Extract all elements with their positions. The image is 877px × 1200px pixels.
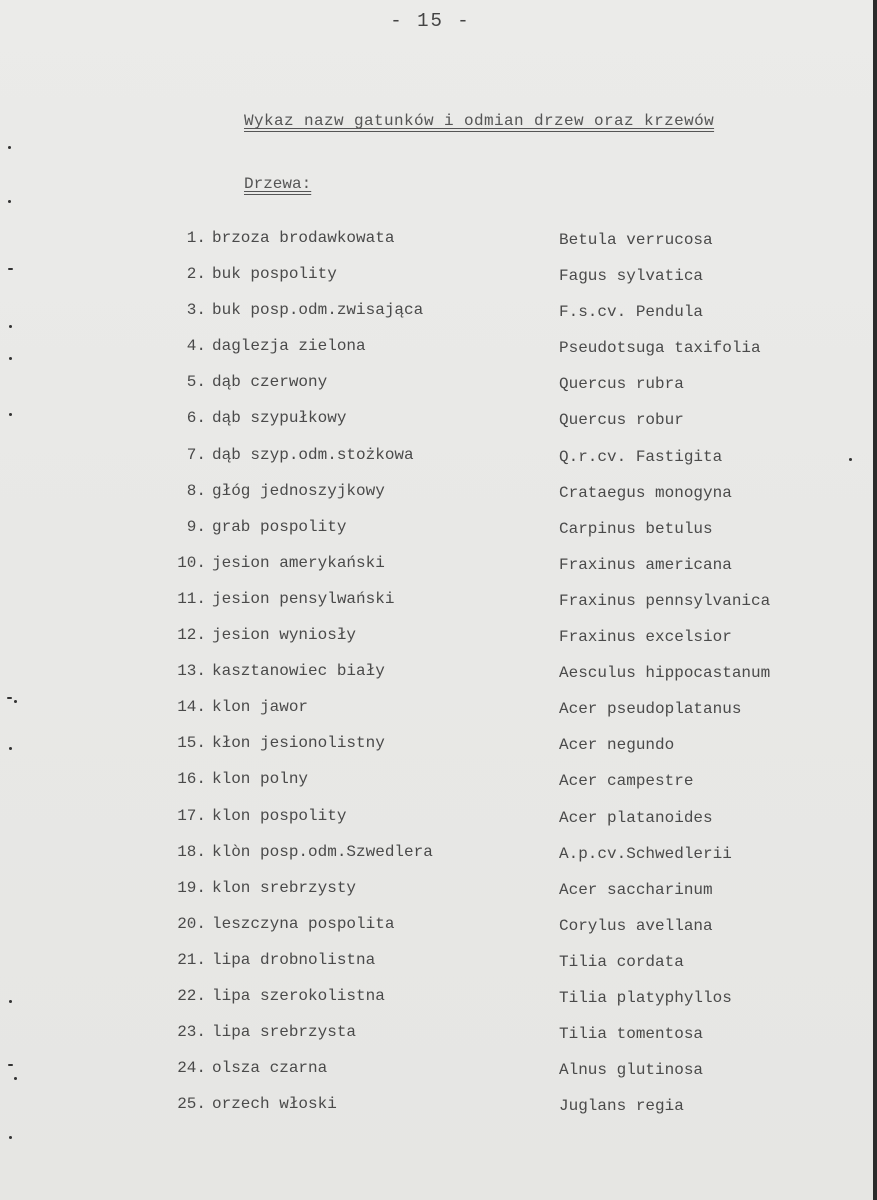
latin-name: Tilia cordata xyxy=(559,952,684,971)
margin-mark xyxy=(14,1077,17,1080)
item-number: 17. xyxy=(177,806,206,825)
latin-name: Betula verrucosa xyxy=(559,231,713,249)
polish-name: klon pospolity xyxy=(212,806,347,825)
polish-name: brzoza brodawkowata xyxy=(212,229,395,247)
polish-name: klon polny xyxy=(212,770,309,789)
species-list xyxy=(0,229,877,1131)
polish-name: klòn posp.odm.Szwedlera xyxy=(212,842,433,861)
list-item xyxy=(0,590,877,626)
polish-name: jesion wyniosły xyxy=(212,626,357,645)
polish-name: lipa srebrzysta xyxy=(212,1023,357,1042)
margin-mark xyxy=(9,1000,12,1003)
latin-name: Acer negundo xyxy=(559,736,675,755)
polish-name: jesion pensylwański xyxy=(212,589,395,608)
item-number: 7. xyxy=(186,445,206,464)
item-number: 5. xyxy=(186,373,206,392)
item-number: 1. xyxy=(186,229,206,247)
latin-name: Acer pseudoplatanus xyxy=(559,700,742,719)
item-number: 11. xyxy=(177,589,206,608)
section-heading: Drzewa: xyxy=(244,175,312,193)
list-item xyxy=(0,518,877,554)
list-item xyxy=(0,843,877,879)
polish-name: lipa drobnolistna xyxy=(212,950,376,969)
item-number: 12. xyxy=(177,626,206,645)
item-number: 19. xyxy=(177,878,206,897)
list-item xyxy=(0,1023,877,1059)
latin-name: Pseudotsuga taxifolia xyxy=(559,339,761,358)
list-item xyxy=(0,265,877,301)
polish-name: kasztanowiec biały xyxy=(212,662,385,681)
polish-name: dąb szypułkowy xyxy=(212,409,347,428)
latin-name: F.s.cv. Pendula xyxy=(559,303,704,322)
list-item xyxy=(0,482,877,518)
list-item xyxy=(0,1059,877,1095)
document-title: Wykaz nazw gatunków i odmian drzew oraz krzewów xyxy=(244,112,715,130)
latin-name: Tilia tomentosa xyxy=(559,1025,704,1044)
margin-mark xyxy=(9,357,12,360)
polish-name: orzech włoski xyxy=(212,1095,337,1114)
item-number: 2. xyxy=(186,265,206,284)
polish-name: klon srebrzysty xyxy=(212,878,357,897)
item-number: 24. xyxy=(177,1059,206,1078)
margin-mark xyxy=(8,268,13,270)
list-item xyxy=(0,337,877,373)
page-number: - 15 - xyxy=(390,10,471,32)
polish-name: leszczyna pospolita xyxy=(212,914,395,933)
latin-name: Juglans regia xyxy=(559,1097,684,1116)
item-number: 4. xyxy=(186,337,206,356)
latin-name: Alnus glutinosa xyxy=(559,1061,704,1080)
latin-name: Quercus rubra xyxy=(559,375,684,394)
item-number: 25. xyxy=(177,1095,206,1114)
item-number: 15. xyxy=(177,734,206,753)
latin-name: A.p.cv.Schwedlerii xyxy=(559,844,732,863)
latin-name: Q.r.cv. Fastigita xyxy=(559,447,723,466)
polish-name: olsza czarna xyxy=(212,1059,328,1078)
item-number: 16. xyxy=(177,770,206,789)
polish-name: lipa szerokolistna xyxy=(212,986,385,1005)
list-item xyxy=(0,698,877,734)
list-item xyxy=(0,554,877,590)
list-item xyxy=(0,662,877,698)
polish-name: dąb czerwony xyxy=(212,373,328,392)
latin-name: Fraxinus pennsylvanica xyxy=(559,591,771,610)
list-item xyxy=(0,879,877,915)
margin-mark xyxy=(9,1136,12,1139)
item-number: 6. xyxy=(186,409,206,428)
list-item xyxy=(0,770,877,806)
polish-name: dąb szyp.odm.stożkowa xyxy=(212,445,414,464)
margin-mark xyxy=(8,200,11,203)
list-item xyxy=(0,373,877,409)
latin-name: Crataegus monogyna xyxy=(559,483,732,502)
polish-name: buk posp.odm.zwisająca xyxy=(212,301,424,320)
margin-mark xyxy=(9,413,12,416)
latin-name: Fraxinus americana xyxy=(559,555,732,574)
item-number: 3. xyxy=(186,301,206,320)
latin-name: Tilia platyphyllos xyxy=(559,988,732,1007)
list-item xyxy=(0,915,877,951)
item-number: 8. xyxy=(186,481,206,500)
latin-name: Corylus avellana xyxy=(559,916,713,935)
list-item xyxy=(0,446,877,482)
list-item xyxy=(0,734,877,770)
item-number: 22. xyxy=(177,986,206,1005)
latin-name: Acer campestre xyxy=(559,772,694,791)
item-number: 9. xyxy=(186,517,206,536)
polish-name: buk pospolity xyxy=(212,265,337,284)
margin-mark xyxy=(9,325,12,328)
latin-name: Fagus sylvatica xyxy=(559,267,704,286)
item-number: 10. xyxy=(177,553,206,572)
list-item xyxy=(0,409,877,445)
latin-name: Carpinus betulus xyxy=(559,519,713,538)
polish-name: grab pospolity xyxy=(212,517,347,536)
margin-mark xyxy=(849,458,852,461)
list-item xyxy=(0,1095,877,1131)
item-number: 20. xyxy=(177,914,206,933)
margin-mark xyxy=(8,1064,13,1066)
list-item xyxy=(0,301,877,337)
latin-name: Acer saccharinum xyxy=(559,880,713,899)
latin-name: Acer platanoides xyxy=(559,808,713,827)
list-item xyxy=(0,229,877,265)
polish-name: klon jawor xyxy=(212,698,309,717)
polish-name: daglezja zielona xyxy=(212,337,366,356)
list-item xyxy=(0,987,877,1023)
item-number: 14. xyxy=(177,698,206,717)
item-number: 21. xyxy=(177,950,206,969)
margin-mark xyxy=(9,747,12,750)
latin-name: Quercus robur xyxy=(559,411,684,430)
list-item xyxy=(0,626,877,662)
margin-mark xyxy=(7,697,12,699)
polish-name: głóg jednoszyjkowy xyxy=(212,481,385,500)
polish-name: jesion amerykański xyxy=(212,553,385,572)
margin-mark xyxy=(14,700,17,703)
list-item xyxy=(0,807,877,843)
item-number: 18. xyxy=(177,842,206,861)
margin-mark xyxy=(8,146,11,149)
item-number: 13. xyxy=(177,662,206,681)
latin-name: Fraxinus excelsior xyxy=(559,628,732,647)
latin-name: Aesculus hippocastanum xyxy=(559,664,771,683)
polish-name: kłon jesionolistny xyxy=(212,734,385,753)
list-item xyxy=(0,951,877,987)
item-number: 23. xyxy=(177,1023,206,1042)
